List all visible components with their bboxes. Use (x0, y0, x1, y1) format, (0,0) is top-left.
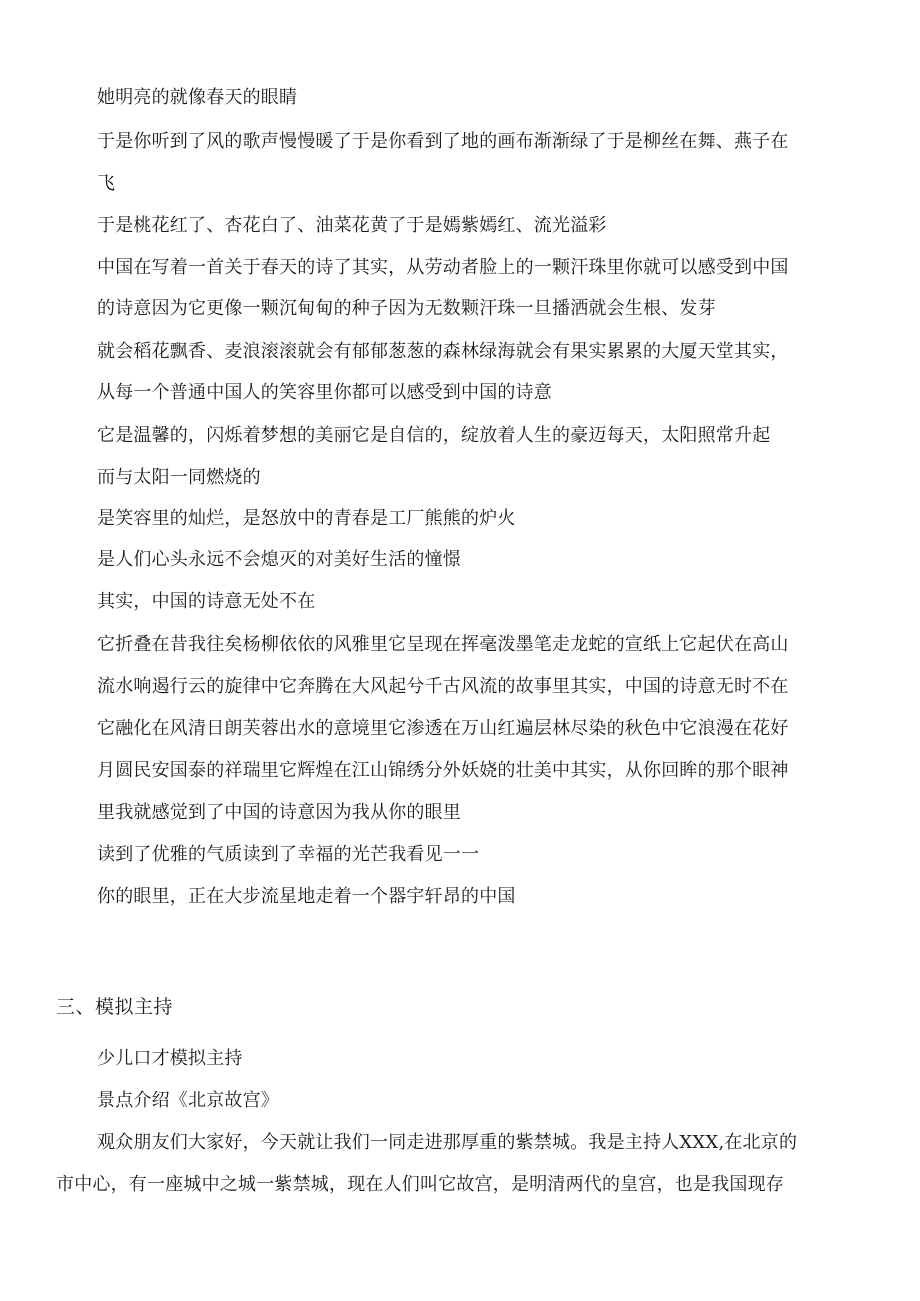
poem-line: 飞 (97, 173, 116, 194)
poem-line: 的诗意因为它更像一颗沉甸甸的种子因为无数颗汗珠一旦播洒就会生根、发芽 (97, 298, 716, 319)
poem-line: 它折叠在昔我往矣杨柳依依的风雅里它呈现在挥毫泼墨笔走龙蛇的宣纸上它起伏在高山 (97, 634, 789, 655)
intro-paragraph-line: 观众朋友们大家好，今天就让我们一同走进那厚重的紫禁城。我是主持人XXX,在北京的 (97, 1132, 798, 1153)
poem-line: 是人们心头永远不会熄灭的对美好生活的憧憬 (97, 549, 461, 570)
poem-line: 而与太阳一同燃烧的 (97, 467, 261, 488)
poem-line: 于是你听到了风的歌声慢慢暖了于是你看到了地的画布渐渐绿了于是柳丝在舞、燕子在 (97, 131, 789, 152)
section-heading: 三、模拟主持 (56, 996, 174, 1018)
poem-line: 你的眼里，正在大步流星地走着一个器宇轩昂的中国 (97, 886, 516, 907)
poem-line: 从每一个普通中国人的笑容里你都可以感受到中国的诗意 (97, 382, 552, 403)
poem-line: 月圆民安国泰的祥瑞里它辉煌在江山锦绣分外妖娆的壮美中其实，从你回眸的那个眼神 (97, 760, 789, 781)
poem-line: 是笑容里的灿烂，是怒放中的青春是工厂熊熊的炉火 (97, 508, 516, 529)
poem-line: 它融化在风清日朗芙蓉出水的意境里它渗透在万山红遍层林尽染的秋色中它浪漫在花好 (97, 718, 789, 739)
poem-line: 它是温馨的，闪烁着梦想的美丽它是自信的，绽放着人生的豪迈每天，太阳照常升起 (97, 425, 771, 446)
section-subtitle: 少儿口才模拟主持 (97, 1048, 243, 1069)
poem-line: 中国在写着一首关于春天的诗了其实，从劳动者脸上的一颗汗珠里你就可以感受到中国 (97, 257, 789, 278)
intro-paragraph-line: 市中心，有一座城中之城一紫禁城，现在人们叫它故宫，是明清两代的皇宫，也是我国现存 (56, 1174, 784, 1195)
poem-line: 读到了优雅的气质读到了幸福的光芒我看见一一 (97, 844, 480, 865)
section-topic: 景点介绍《北京故宫》 (97, 1090, 279, 1111)
poem-line: 就会稻花飘香、麦浪滚滚就会有郁郁葱葱的森林绿海就会有果实累累的大厦天堂其实， (97, 341, 789, 362)
poem-line: 其实，中国的诗意无处不在 (97, 591, 316, 612)
poem-line: 流水响遏行云的旋律中它奔腾在大风起兮千古风流的故事里其实，中国的诗意无时不在 (97, 676, 789, 697)
poem-line: 她明亮的就像春天的眼睛 (97, 87, 298, 108)
poem-line: 于是桃花红了、杏花白了、油菜花黄了于是嫣紫嫣红、流光溢彩 (97, 215, 607, 236)
poem-line: 里我就感觉到了中国的诗意因为我从你的眼里 (97, 802, 461, 823)
